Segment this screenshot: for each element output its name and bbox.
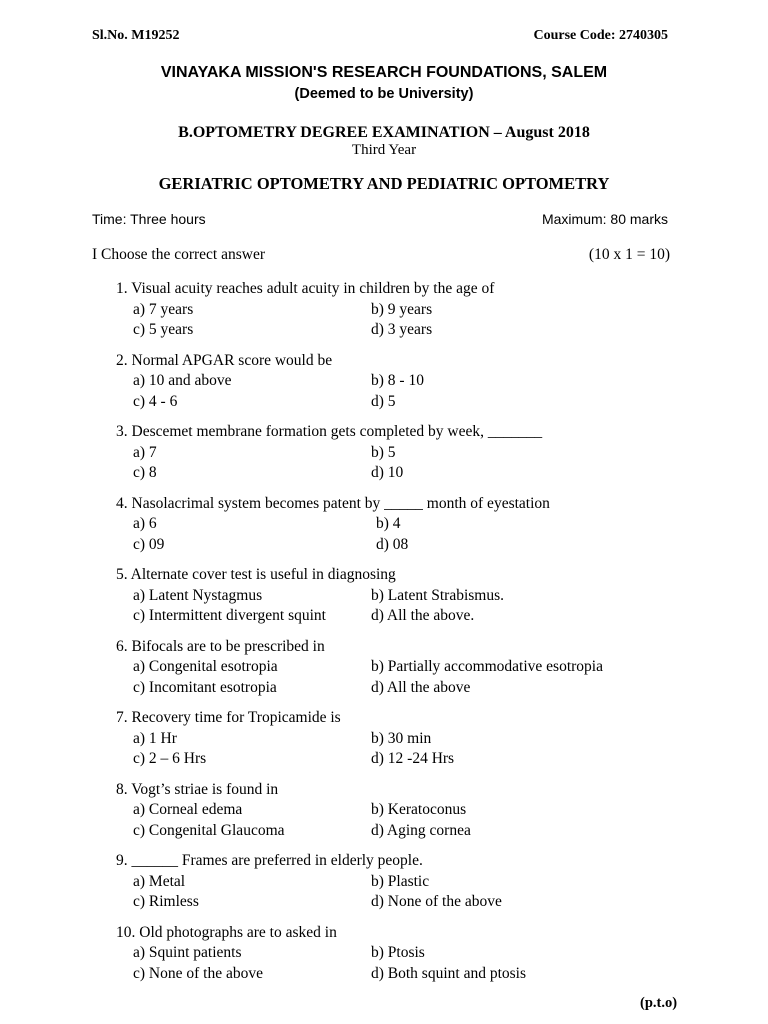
option-row [116,535,696,556]
question-stem: 7. Recovery time for Tropicamide is [116,709,341,726]
option-row [116,514,696,535]
option-a: a) 6 [133,515,157,532]
course-code: Course Code: 2740305 [533,28,668,43]
question-item [116,780,696,852]
option-a: a) Corneal edema [133,801,243,818]
question-stem: 5. Alternate cover test is useful in diagnosing [116,566,396,583]
question-list [116,279,696,994]
option-b: b) Plastic [371,872,430,890]
question-stem: 9. ______ Frames are preferred in elderly people. [116,852,423,869]
time-marks-line [92,211,668,227]
option-c: c) 4 - 6 [133,392,178,410]
option-d: d) 08 [376,535,409,553]
option-row [116,892,696,913]
option-row [116,729,696,750]
option-row [116,371,696,392]
option-row [116,586,696,607]
university-subtitle: (Deemed to be University) [294,86,474,102]
question-item [116,351,696,423]
university-name: VINAYAKA MISSION'S RESEARCH FOUNDATIONS, SALEM [160,64,608,81]
option-d: d) 5 [371,392,396,410]
question-stem: 1. Visual acuity reaches adult acuity in children by the age of [116,280,495,297]
question-item [116,565,696,637]
exam-date: August 2018 [504,124,590,141]
option-c: c) None of the above [133,964,263,982]
option-row [116,463,696,484]
option-d: d) All the above [371,678,471,696]
option-row [116,678,696,699]
question-item [116,708,696,780]
option-row [116,943,696,964]
option-c: c) 09 [133,535,165,553]
question-item [116,494,696,566]
section-instruction: I Choose the correct answer [92,246,266,263]
option-a: a) Congenital esotropia [133,658,278,675]
option-d: d) 10 [371,464,404,481]
serial-number: Sl.No. M19252 [92,28,180,43]
option-c: c) Intermittent divergent squint [133,607,326,624]
option-b: b) 30 min [371,729,432,747]
option-b: b) 5 [371,443,396,461]
question-item [116,637,696,709]
option-row [116,320,696,341]
question-item [116,923,696,995]
question-stem: 3. Descemet membrane formation gets completed by week, _______ [116,423,543,440]
option-row [116,300,696,321]
question-stem: 2. Normal APGAR score would be [116,351,333,369]
option-c: c) Incomitant esotropia [133,678,277,696]
option-a: a) 7 [133,443,157,461]
option-d: d) All the above. [371,607,475,624]
option-d: d) 12 -24 Hrs [371,750,455,767]
question-item [116,279,696,351]
section-heading [92,246,670,264]
option-row [116,392,696,413]
option-b: b) 9 years [371,300,433,318]
option-row [116,964,696,985]
option-a: a) 1 Hr [133,729,177,747]
option-c: c) 5 years [133,321,194,338]
option-row [116,872,696,893]
option-row [116,821,696,842]
question-item [116,422,696,494]
option-a: a) 7 years [133,300,194,318]
option-d: d) 3 years [371,321,433,338]
option-b: b) 8 - 10 [371,372,424,389]
option-a: a) Latent Nystagmus [133,586,263,604]
option-a: a) Metal [133,872,186,890]
option-b: b) Keratoconus [371,801,467,818]
option-row [116,749,696,770]
option-d: d) None of the above [371,893,502,910]
question-stem: 10. Old photographs are to asked in [116,923,337,941]
option-row [116,800,696,821]
option-c: c) Rimless [133,893,199,910]
question-stem: 4. Nasolacrimal system becomes patent by _____ month of eyestation [116,494,550,512]
page-turn-note: (p.t.o) [640,995,678,1011]
option-b: b) Latent Strabismus. [371,586,505,604]
option-a: a) 10 and above [133,372,232,389]
option-c: c) 8 [133,464,157,481]
section-marks: (10 x 1 = 10) [588,246,670,263]
question-item [116,851,696,923]
exam-year: Third Year [351,142,417,158]
option-a: a) Squint patients [133,944,242,961]
option-d: d) Aging cornea [371,821,471,839]
option-row [116,657,696,678]
university-block [0,64,768,102]
exam-title [178,124,590,141]
option-row [116,606,696,627]
header-line [92,28,668,44]
exam-title-block [0,124,768,159]
option-c: c) 2 – 6 Hrs [133,750,207,767]
option-b: b) Partially accommodative esotropia [371,658,603,675]
option-d: d) Both squint and ptosis [371,964,527,982]
question-stem: 6. Bifocals are to be prescribed in [116,637,325,655]
time-allowed: Time: Three hours [92,211,206,227]
option-b: b) 4 [376,515,401,532]
maximum-marks: Maximum: 80 marks [541,211,668,227]
subject-title: GERIATRIC OPTOMETRY AND PEDIATRIC OPTOMETRY [158,174,610,193]
option-row [116,443,696,464]
option-c: c) Congenital Glaucoma [133,821,285,839]
exam-title-main: B.OPTOMETRY DEGREE EXAMINATION – [178,124,505,141]
question-stem: 8. Vogt’s striae is found in [116,780,279,798]
option-b: b) Ptosis [371,944,425,961]
